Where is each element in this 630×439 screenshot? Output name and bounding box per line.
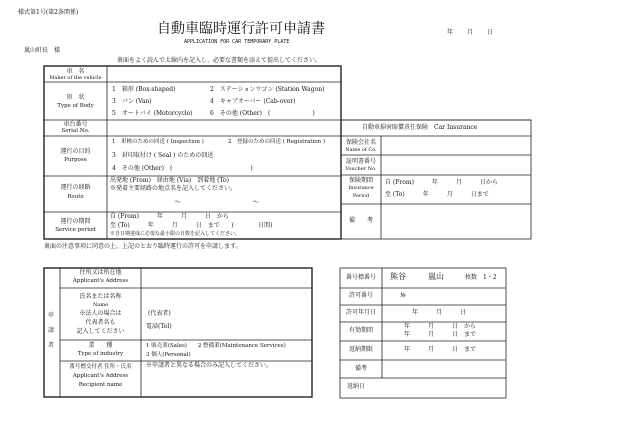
valid-period-label: 有効期間 [348,327,373,334]
insurer-period-label-en1: Insurance [348,185,374,191]
recipient-note: ※申請者と異なる場合のみ記入してください。 [146,362,273,369]
body-label-en: Type of Body [57,103,94,109]
insurer-cert-label: 証明書番号 [345,158,376,165]
permit-date-value: 年 月 日 [412,309,467,316]
name-label: 氏名または名称 [79,293,122,300]
name-note-2: 代表者名も [85,319,116,326]
purpose-option-2[interactable]: 2 登録のための回送 ( Registration ) [228,139,325,145]
permit-date-label: 許可年月日 [345,309,376,316]
purpose-option-4[interactable]: 4 その他 (Other) ( ) [112,165,253,172]
period-label: 運行の期間 [60,218,91,225]
page-title: 自動車臨時運行許可申請書 [157,21,325,37]
form-number: 様式第1号(第2条関係) [18,9,79,16]
body-option-5[interactable]: 5 オートバイ (Motorcycle) [112,110,193,117]
period-note: ※自日期達成に必要な最小限の日数を記入してください。 [110,231,241,237]
insurer-company-label-en: Name of Co. [345,147,377,153]
representative-label: (代表者) [148,310,171,317]
permit-number-value: № [400,292,406,299]
address-label: 住所又は所在地 [79,269,122,276]
name-note-1: ※法人の場合は [79,310,122,317]
body-option-3[interactable]: 3 バン (Van) [112,98,152,105]
recipient-label-en2: Recipient name [78,382,123,388]
body-option-1[interactable]: 1 箱形 (Box-shaped) [112,86,176,93]
recipient-label-en1: Applicant's Address [72,373,129,379]
industry-options-1[interactable]: 1 販売業(Sales) 2 整備業(Maintenance Services) [146,343,286,349]
page-subtitle: APPLICATION FOR CAR TEMPORARY PLATE [184,39,290,45]
recipient-label: 番号標交付者 住所・氏名 [69,364,132,370]
address-label-en: Applicant's Address [72,278,129,284]
industry-label-en: Type of industry [77,351,124,357]
name-label-en: Name [92,302,109,308]
plate-number-label: 番号標番号 [345,274,376,281]
office-remarks-label: 備考 [354,365,367,372]
valid-period-from: 年 月 日 から [404,323,477,330]
body-option-6[interactable]: 6 その他 (Other) ( ) [210,110,315,117]
plate-value-kumagaya: 熊谷 [390,272,406,281]
route-line-2: ※発着主要経路の地点名を記入してください。 [110,185,237,192]
industry-options-2[interactable]: 3 個人(Personal) [146,352,191,358]
date-month: 月 [467,29,474,36]
applicant-side-3: 者 [48,342,55,349]
instruction: 裏面をよく読んで太線内を記入し、必要な書類を添えて提出してください。 [117,57,322,64]
return-deadline-value: 年 月 日 まで [404,346,477,353]
maker-label-en: Maker of the vehicle [49,75,102,81]
insurer-remarks-label: 備 考 [348,217,373,224]
insurer-period-to: 至 (To) 年 月 日まで [385,191,489,198]
applicant-side-1: 申 [48,312,55,319]
purpose-label: 運行の目的 [60,148,91,155]
date-year: 年 [447,29,454,36]
date-day: 日 [487,29,494,36]
permit-number-label: 許可番号 [348,292,373,299]
returned-date-label: 返納日 [347,383,366,390]
plate-value-ranzan: 嵐山 [428,272,444,281]
route-label: 運行の経路 [60,184,91,191]
applicant-side-2: 請 [48,327,55,334]
body-label: 形 状 [66,94,85,101]
insurance-header: 自動車損害賠償責任保険 Car Insurance [362,124,478,131]
addressee: 嵐山町長 様 [24,47,61,54]
purpose-label-en: Purpose [64,157,87,163]
serial-label-en: Serial No. [61,128,90,134]
plate-sheets: 枚数 1・2 [465,274,497,281]
body-option-2[interactable]: 2 ステーションワゴン (Station Wagon) [210,86,325,93]
agreement-text: 裏面の注意事項に同意の上、上記のとおり臨時運行の許可を申請します。 [44,243,242,250]
maker-label: 車 名 [66,68,85,75]
period-label-en: Service period [55,227,96,233]
route-line-1: 出発地 (From) 経由地 (Via) 到着地 (To) [110,177,229,184]
return-deadline-label: 返納期限 [348,346,373,353]
route-label-en: Route [67,194,84,200]
serial-label: 車台番号 [63,121,88,128]
insurer-period-label-en2: Period [352,193,370,199]
valid-period-to: 年 月 日 まで [404,331,477,338]
insurer-cert-label-en: Voucher No. [345,166,377,172]
insurer-period-label: 保険期間 [348,177,373,184]
purpose-option-1[interactable]: 1 車検のための回送 ( Inspection ) [112,139,204,145]
name-note-3: 記入してください [76,328,125,335]
route-tilde-2: 〜 [252,198,259,206]
insurer-company-label: 保険会社名 [345,139,376,146]
tel-label: 電話(Tel) [146,323,172,330]
body-option-4[interactable]: 4 キャブオーバー (Cab-over) [210,98,296,105]
purpose-option-3[interactable]: 3 封印取付け ( Seal ) のための回送 [112,152,214,159]
insurer-period-from: 自 (From) 年 月 日から [385,179,498,186]
period-to: 至 (To) 年 月 日 まで ( 日間) [110,222,273,229]
industry-label: 業 種 [88,342,113,349]
period-from: 自 (From) 年 月 日 から [110,213,229,220]
route-tilde-1: 〜 [174,198,181,206]
